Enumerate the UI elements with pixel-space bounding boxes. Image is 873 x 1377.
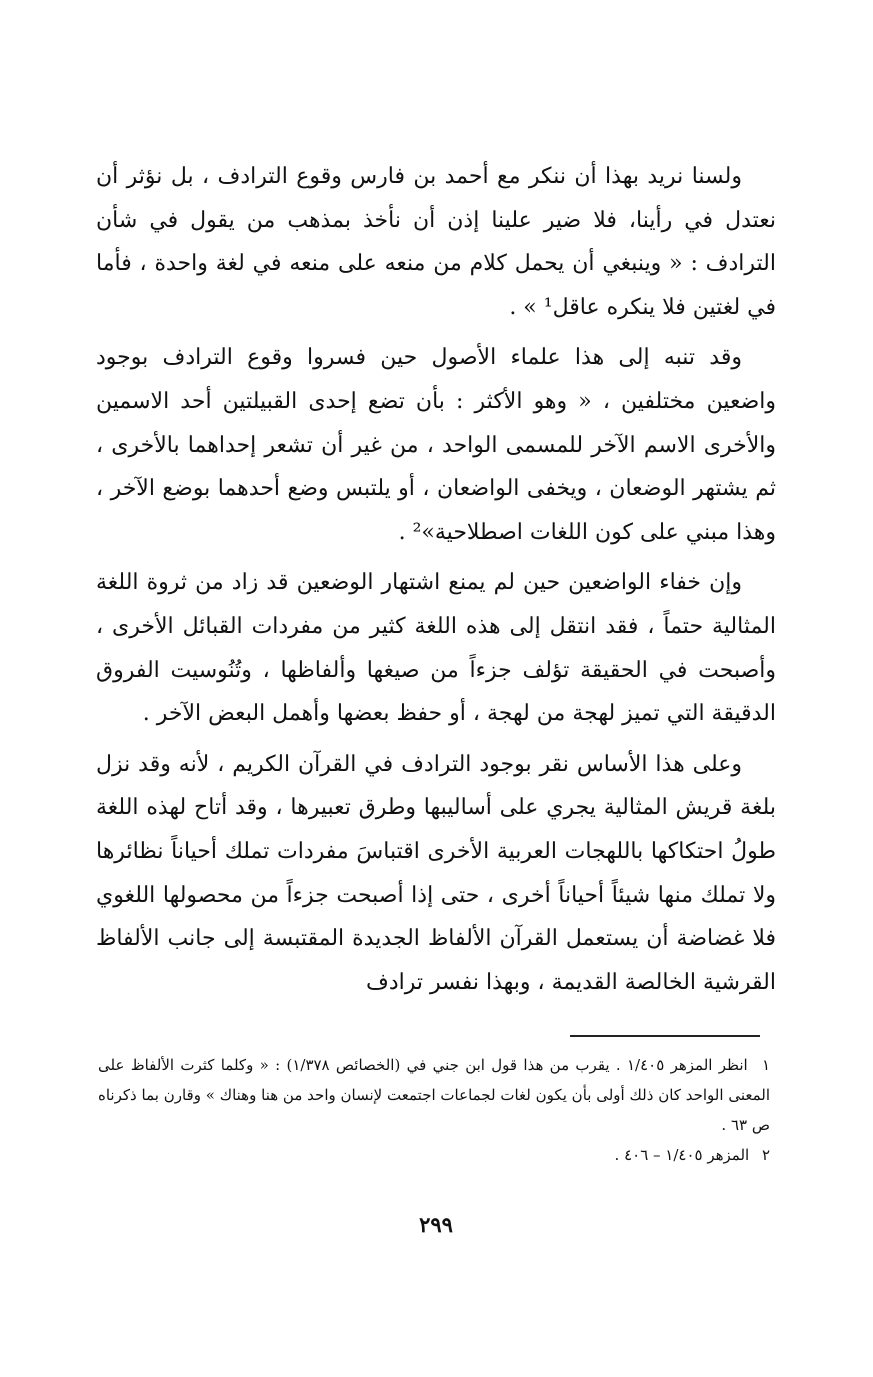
footnotes-section: [98, 1050, 770, 1170]
paragraph: ولسنا نريد بهذا أن ننكر مع أحمد بن فارس وقوع الترادف ، بل نؤثر أن نعتدل في رأينا، فلا ضير علينا إذن أن نأخذ بمذهب من يقول في شأن الترادف : « وينبغي أن يحمل كلام من منعه على منعه في لغة واحدة ، فأما في لغتين فلا ينكره عاقل¹ » .: [96, 164, 776, 320]
paragraph: وإن خفاء الواضعين حين لم يمنع اشتهار الوضعين قد زاد من ثروة اللغة المثالية حتماً ، فقد انتقل إلى هذه اللغة كثير من مفردات القبائل الأخرى ، وأصبحت في الحقيقة تؤلف جزءاً من صيغها وألفاظها ، وتُنُوسيت الفروق الدقيقة التي تميز لهجة من لهجة ، أو حفظ بعضها وأهمل البعض الآخر .: [96, 570, 776, 727]
footnote-number: ١: [761, 1056, 770, 1074]
paragraph: وعلى هذا الأساس نقر بوجود الترادف في القرآن الكريم ، لأنه وقد نزل بلغة قريش المثالية يجري على أساليبها وطرق تعبيرها ، وقد أتاح لهذه اللغة طولُ احتكاكها باللهجات العربية الأخرى اقتباسَ مفردات تملك أحياناً نظائرها ولا تملك منها شيئاً أحياناً أخرى ، حتى إذا أصبحت جزءاً من محصولها اللغوي فلا غضاضة أن يستعمل القرآن الألفاظ الجديدة المقتبسة إلى جانب الألفاظ القرشية الخالصة القديمة ، وبهذا نفسر ترادف: [96, 751, 777, 995]
footnote-divider: [570, 1035, 760, 1037]
footnote-text: المزهر ١/٤٠٥ – ٤٠٦ .: [614, 1146, 750, 1164]
footnote-number: ٢: [761, 1146, 770, 1164]
footnote-text: انظر المزهر ١/٤٠٥ . يقرب من هذا قول ابن جني في (الخصائص ١/٣٧٨) : « وكلما كثرت الألفاظ على المعنى الواحد كان ذلك أولى بأن يكون لغات لجماعات اجتمعت لإنسان واحد من هنا وهناك » وقارن بما ذكرناه ص ٦٣ .: [98, 1056, 770, 1134]
paragraph: وقد تنبه إلى هذا علماء الأصول حين فسروا وقوع الترادف بوجود واضعين مختلفين ، « وهو الأكثر : بأن تضع إحدى القبيلتين أحد الاسمين والأخرى الاسم الآخر للمسمى الواحد ، من غير أن تشعر إحداهما بالأخرى ، ثم يشتهر الوضعان ، ويخفى الواضعان ، أو يلتبس وضع أحدهما بوضع الآخر ، وهذا مبني على كون اللغات اصطلاحية»² .: [96, 345, 776, 545]
footnote: [98, 1050, 770, 1140]
main-text-block: [96, 155, 776, 1011]
page-number: ٢٩٩: [419, 1212, 453, 1237]
footnote: [98, 1140, 770, 1170]
